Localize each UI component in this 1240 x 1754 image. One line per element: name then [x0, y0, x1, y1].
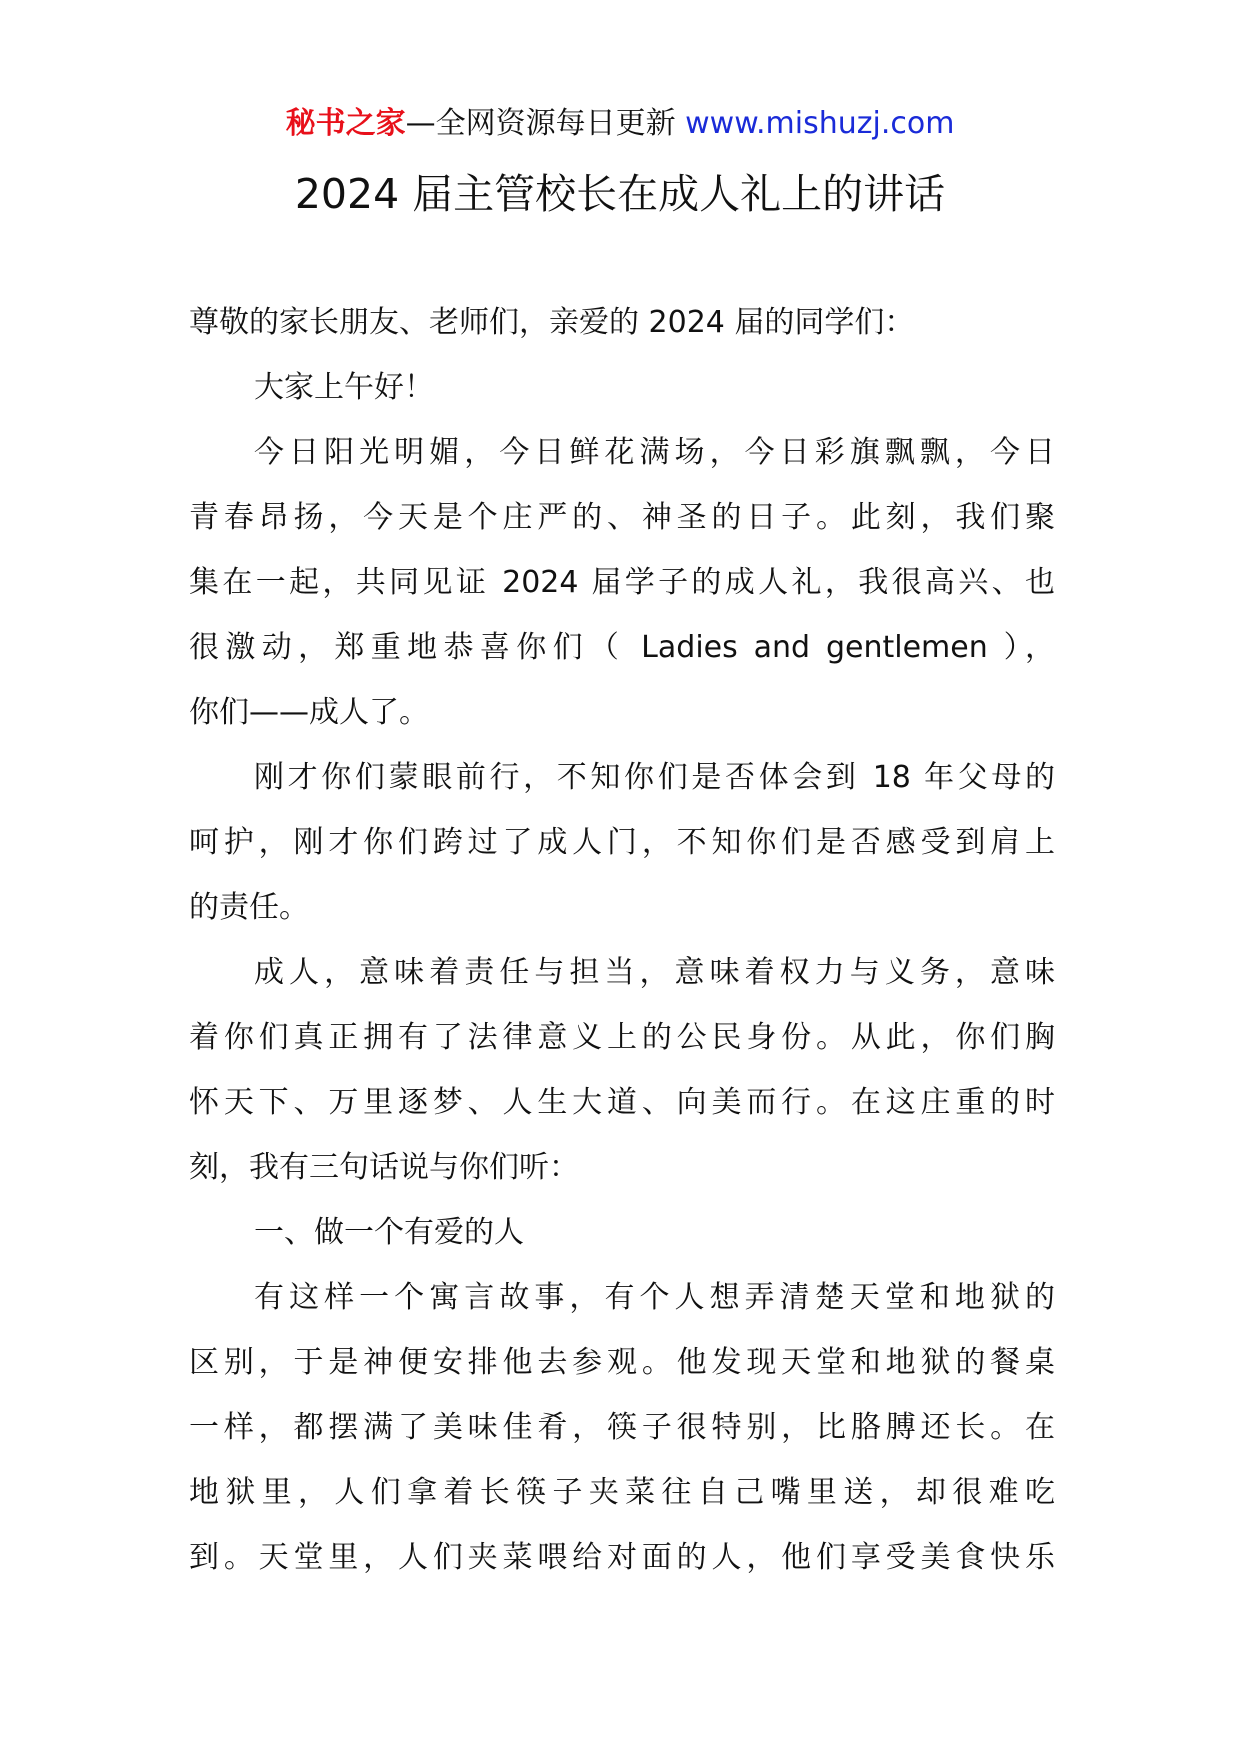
- paragraph-line: 集在一起，共同见证 2024 届学子的成人礼，我很高兴、也: [189, 565, 1055, 600]
- site-url-link[interactable]: www.mishuzj.com: [685, 106, 955, 141]
- paragraph-line: 着你们真正拥有了法律意义上的公民身份。从此，你们胸: [189, 1020, 1055, 1055]
- paragraph-line: 到。天堂里，人们夹菜喂给对面的人，他们享受美食快乐: [189, 1540, 1055, 1575]
- header-tagline: —全网资源每日更新: [405, 106, 686, 141]
- site-header: [0, 100, 1240, 148]
- paragraph-line: 刚才你们蒙眼前行，不知你们是否体会到 18 年父母的: [254, 760, 1055, 795]
- salutation-line: 尊敬的家长朋友、老师们，亲爱的 2024 届的同学们：: [189, 305, 915, 340]
- paragraph-line: 怀天下、万里逐梦、人生大道、向美而行。在这庄重的时: [189, 1085, 1055, 1120]
- paragraph-line: 的责任。: [189, 890, 309, 925]
- paragraph-line: 青春昂扬，今天是个庄严的、神圣的日子。此刻，我们聚: [189, 500, 1055, 535]
- document-body: [189, 290, 1055, 1590]
- paragraph-line: 成人，意味着责任与担当，意味着权力与义务，意味: [254, 955, 1055, 990]
- paragraph-line: 很激动，郑重地恭喜你们（ Ladies and gentlemen ），: [189, 630, 1055, 665]
- brand-name: 秘书之家: [285, 106, 406, 141]
- paragraph-line: 呵护，刚才你们跨过了成人门，不知你们是否感受到肩上: [189, 825, 1055, 860]
- document-title: 2024 届主管校长在成人礼上的讲话: [294, 170, 946, 218]
- paragraph-line: 地狱里，人们拿着长筷子夹菜往自己嘴里送，却很难吃: [189, 1475, 1055, 1510]
- paragraph-line: 有这样一个寓言故事，有个人想弄清楚天堂和地狱的: [254, 1280, 1055, 1315]
- paragraph-line: 你们——成人了。: [189, 695, 429, 730]
- paragraph-line: 今日阳光明媚，今日鲜花满场，今日彩旗飘飘，今日: [254, 435, 1055, 470]
- paragraph-line: 一样，都摆满了美味佳肴，筷子很特别，比胳膊还长。在: [189, 1410, 1055, 1445]
- section-heading: 一、做一个有爱的人: [254, 1215, 524, 1250]
- paragraph-line: 刻，我有三句话说与你们听：: [189, 1150, 579, 1185]
- paragraph-line: 区别，于是神便安排他去参观。他发现天堂和地狱的餐桌: [189, 1345, 1055, 1380]
- greeting-line: 大家上午好！: [254, 370, 434, 405]
